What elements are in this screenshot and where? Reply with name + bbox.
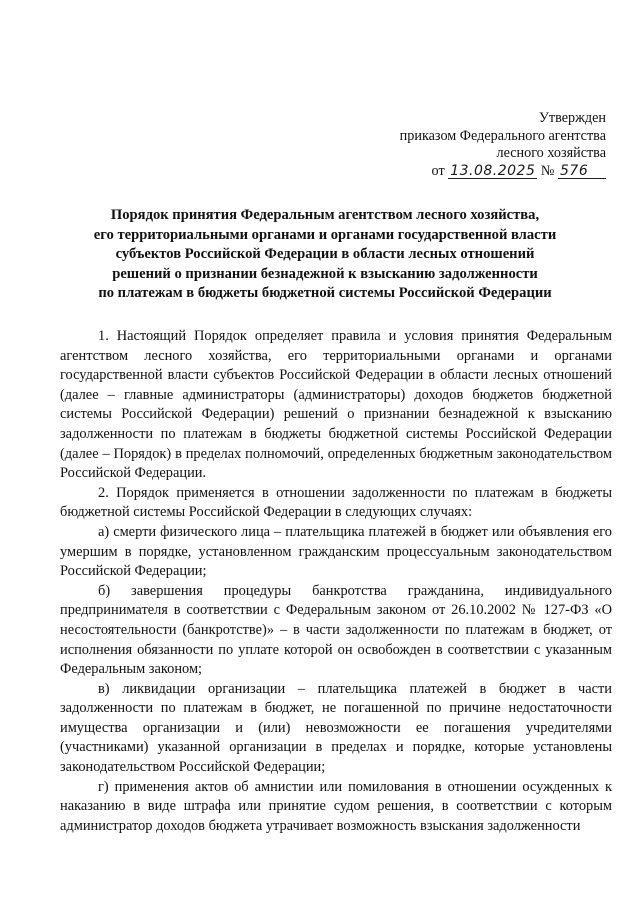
paragraph-1: 1. Настоящий Порядок определяет правила и условия принятия Федеральным агентством лесного хозяйства, его территориальными органами и органами государственной власти субъектов Российской Федерации в области лесных отношений (далее – главные администраторы (администраторы) доходов бюджетов бюджетной системы Российской Федерации) решений о признании безнадежной к взысканию задолженности по платежам в бюджеты бюджетной системы Российской Федерации (далее – Порядок) в пределах полномочий, определенных бюджетным законодательством Российской Федерации. bbox=[60, 328, 612, 482]
paragraph-2v: в) ликвидации организации – плательщика платежей в бюджет в части задолженности по платежам в бюджет, не погашенной по причине недостаточности имущества организации и (или) невозможности ее погашения учредителями (участниками) указанной организации в пределах и порядке, которые установлены законодательством Российской Федерации; bbox=[60, 680, 612, 776]
paragraph-2a: а) смерти физического лица – плательщика платежей в бюджет или объявления его умершим в порядке, установленном гражданским процессуальным законодательством Российской Федерации; bbox=[60, 523, 612, 580]
paragraph-2g: г) применения актов об амнистии или помилования в отношении осужденных к наказанию в виде штрафа или принятие судом решения, в соответствии с которым администратор доходов бюджета утрачивает возможность взыскания задолженности bbox=[60, 778, 612, 834]
approval-stamp bbox=[366, 110, 606, 180]
title-line: решений о признании безнадежной к взысканию задолженности bbox=[112, 265, 538, 282]
approval-line-approved: Утвержден bbox=[538, 110, 606, 126]
date-prefix: от bbox=[431, 162, 445, 179]
approval-line-order: приказом Федерального агентства bbox=[399, 127, 606, 144]
paragraph-2b: б) завершения процедуры банкротства гражданина, индивидуального предпринимателя в соответствии с Федеральным законом от 26.10.2002 № 127-ФЗ «О несостоятельности (банкротстве)» – в части задолженности по платежам в бюджет, от исполнения обязанности по уплате которой он освобожден в соответствии с указанным Федеральным законом; bbox=[60, 582, 612, 678]
document-title bbox=[40, 206, 610, 304]
approval-date-number bbox=[366, 163, 606, 181]
title-line: по платежам в бюджеты бюджетной системы Российской Федерации bbox=[98, 285, 552, 301]
handwritten-date: 13.08.2025 bbox=[450, 162, 536, 179]
document-body bbox=[60, 327, 612, 836]
title-line: субъектов Российской Федерации в области лесных отношений bbox=[115, 246, 535, 262]
number-prefix: № bbox=[540, 162, 555, 179]
paragraph-2: 2. Порядок применяется в отношении задолженности по платежам в бюджеты бюджетной системы Российской Федерации в следующих случаях: bbox=[60, 484, 612, 521]
approval-line-agency: лесного хозяйства bbox=[496, 145, 606, 161]
title-line: Порядок принятия Федеральным агентством лесного хозяйства, bbox=[110, 207, 540, 223]
title-line: его территориальными органами и органами государственной власти bbox=[93, 226, 557, 243]
handwritten-number: 576 bbox=[558, 164, 606, 179]
